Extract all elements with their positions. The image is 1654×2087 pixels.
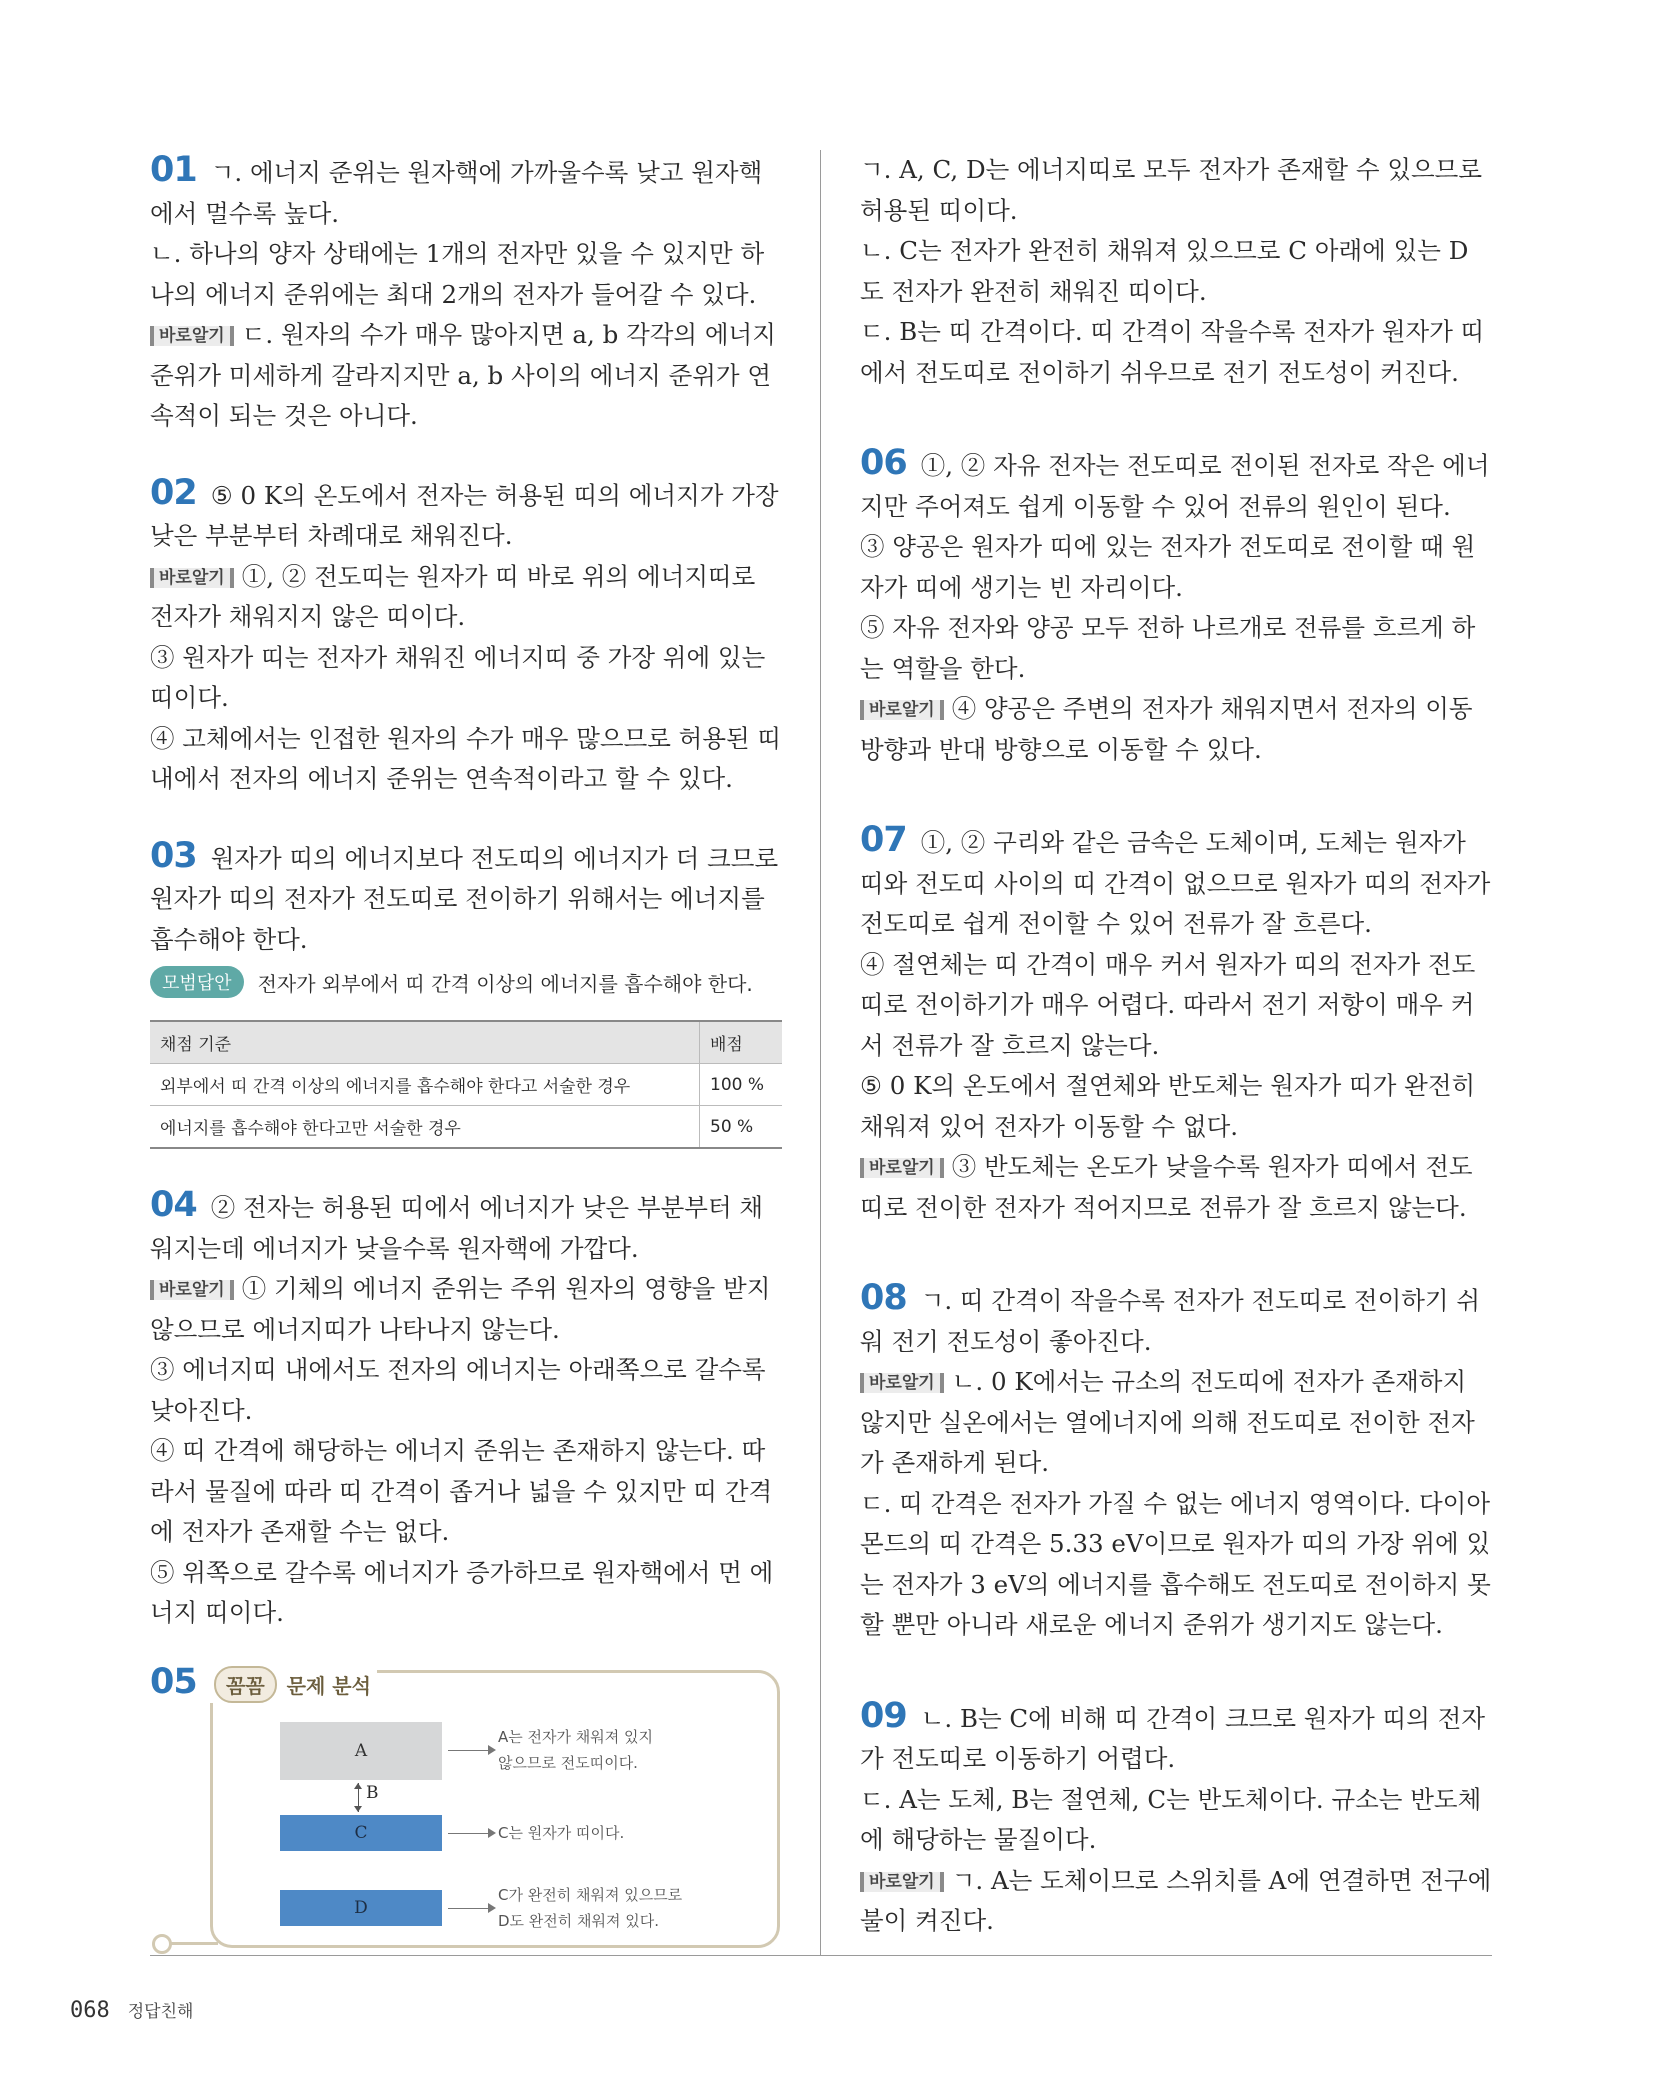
- q09-text-1: ㄴ. B는 C에 비해 띠 간격이 크므로 원자가 띠의 전자가 전도띠로 이동하기 어렵다.: [860, 1703, 1486, 1773]
- gap-arrow: [358, 1783, 359, 1812]
- band-c-label: C: [354, 1822, 368, 1843]
- note-d-line-1: C가 완전히 채워져 있으므로: [498, 1885, 683, 1904]
- q02-number: 02: [150, 472, 197, 513]
- q08-line-2: [860, 1362, 1492, 1484]
- table-cell: 50 %: [700, 1106, 783, 1149]
- q04-line-2: [150, 1269, 782, 1350]
- q03-text-1: 원자가 띠의 에너지보다 전도띠의 에너지가 더 크므로 원자가 띠의 전자가 전도띠로 전이하기 위해서는 에너지를 흡수해야 한다.: [150, 843, 779, 954]
- q02-text-2: ①, ② 전도띠는 원자가 띠 바로 위의 에너지띠로 전자가 채워지지 않은 띠이다.: [150, 561, 756, 631]
- question-03: [150, 836, 782, 1150]
- question-01: [150, 150, 782, 437]
- q07-text-4: ③ 반도체는 온도가 낮을수록 원자가 띠에서 전도띠로 전이한 전자가 적어지므로 전류가 잘 흐르지 않는다.: [860, 1152, 1473, 1222]
- model-answer: [150, 966, 782, 998]
- table-cell: 에너지를 흡수해야 한다고만 서술한 경우: [150, 1106, 700, 1149]
- model-answer-tag: 모범답안: [150, 966, 244, 998]
- q09-number: 09: [860, 1695, 907, 1736]
- note-d: [498, 1882, 682, 1934]
- analysis-label: 문제 분석: [286, 1673, 371, 1698]
- q04-number: 04: [150, 1185, 197, 1225]
- q06-number: 06: [860, 443, 907, 483]
- q01-text-1: ㄱ. 에너지 준위는 원자핵에 가까울수록 낮고 원자핵에서 멀수록 높다.: [150, 158, 763, 228]
- q03-line-1: [150, 836, 782, 961]
- band-a: [280, 1722, 442, 1780]
- band-d: [280, 1890, 442, 1926]
- q06-text-1: ①, ② 자유 전자는 전도띠로 전이된 전자로 작은 에너지만 주어져도 쉽게 이동할 수 있어 전류의 원인이 된다.: [860, 451, 1490, 521]
- q01-text-3: ㄷ. 원자의 수가 매우 많아지면 a, b 각각의 에너지 준위가 미세하게 갈라지지만 a, b 사이의 에너지 준위가 연속적이 되는 것은 아니다.: [150, 320, 776, 430]
- table-row: [150, 1106, 782, 1149]
- q04-text-2: ① 기체의 에너지 준위는 주위 원자의 영향을 받지 않으므로 에너지띠가 나타나지 않는다.: [150, 1274, 771, 1344]
- q02-line-2: [150, 557, 782, 638]
- q01-line-1: [150, 150, 782, 234]
- question-07: [860, 820, 1492, 1228]
- q02-line-4: ④ 고체에서는 인접한 원자의 수가 매우 많으므로 허용된 띠 내에서 전자의 에너지 준위는 연속적이라고 할 수 있다.: [150, 723, 782, 793]
- table-header-row: [150, 1021, 782, 1064]
- q06-line-2: ③ 양공은 원자가 띠에 있는 전자가 전도띠로 전이할 때 원자가 띠에 생기는 빈 자리이다.: [860, 532, 1476, 602]
- page-number: 068: [70, 1998, 110, 2023]
- question-04: [150, 1185, 782, 1634]
- q06-line-3: ⑤ 자유 전자와 양공 모두 전하 나르개로 전류를 흐르게 하는 역할을 한다.: [860, 613, 1476, 683]
- q07-text-1: ①, ② 구리와 같은 금속은 도체이며, 도체는 원자가 띠와 전도띠 사이의 띠 간격이 없으므로 원자가 띠의 전자가 전도띠로 쉽게 전이할 수 있어 전류가 잘 흐른다.: [860, 828, 1491, 938]
- table-cell: 외부에서 띠 간격 이상의 에너지를 흡수해야 한다고 서술한 경우: [150, 1064, 700, 1106]
- q04-line-5: ⑤ 위쪽으로 갈수록 에너지가 증가하므로 원자핵에서 먼 에너지 띠이다.: [150, 1557, 774, 1627]
- baro-tag: 바로알기: [860, 700, 944, 720]
- q02-text-1: ⑤ 0 K의 온도에서 전자는 허용된 띠의 에너지가 가장 낮은 부분부터 차례대로 채워진다.: [150, 480, 779, 550]
- column-divider: [820, 150, 821, 1955]
- q04-text-1: ② 전자는 허용된 띠에서 에너지가 낮은 부분부터 채워지는데 에너지가 낮을수록 원자핵에 가깝다.: [150, 1193, 764, 1263]
- q08-text-2: ㄴ. 0 K에서는 규소의 전도띠에 전자가 존재하지 않지만 실온에서는 열에너지에 의해 전도띠로 전이한 전자가 존재하게 된다.: [860, 1367, 1475, 1477]
- q03-number: 03: [150, 835, 197, 876]
- q09-text-3: ㄱ. A는 도체이므로 스위치를 A에 연결하면 전구에 불이 켜진다.: [860, 1865, 1492, 1935]
- scoring-table: [150, 1020, 782, 1149]
- right-column: [860, 150, 1492, 1978]
- q01-line-2: ㄴ. 하나의 양자 상태에는 1개의 전자만 있을 수 있지만 하나의 에너지 준위에는 최대 2개의 전자가 들어갈 수 있다.: [150, 239, 765, 309]
- question-09: [860, 1696, 1492, 1942]
- band-a-label: A: [354, 1740, 368, 1761]
- q01-line-3: [150, 315, 782, 437]
- question-08: [860, 1278, 1492, 1646]
- band-d-label: D: [354, 1897, 368, 1918]
- baro-tag: 바로알기: [150, 1280, 234, 1300]
- q06-line-1: [860, 443, 1492, 527]
- q08-text-1: ㄱ. 띠 간격이 작을수록 전자가 전도띠로 전이하기 쉬워 전기 전도성이 좋아진다.: [860, 1286, 1481, 1356]
- table-header-criteria: 채점 기준: [150, 1021, 700, 1064]
- baro-tag: 바로알기: [150, 326, 234, 346]
- note-a-arrow: [448, 1750, 494, 1751]
- q04-line-4: ④ 띠 간격에 해당하는 에너지 준위는 존재하지 않는다. 따라서 물질에 따라 띠 간격이 좁거나 넓을 수 있지만 띠 간격에 전자가 존재할 수는 없다.: [150, 1436, 773, 1546]
- baro-tag: 바로알기: [150, 568, 234, 588]
- left-column: [150, 150, 782, 1970]
- kkom-badge: 꼼꼼: [214, 1666, 277, 1703]
- q04-line-1: [150, 1185, 782, 1269]
- q09-line-1: [860, 1696, 1492, 1780]
- note-c: C는 원자가 띠이다.: [498, 1823, 625, 1842]
- q07-number: 07: [860, 820, 907, 860]
- book-title: 정답친해: [127, 2002, 194, 2022]
- baro-tag: 바로알기: [860, 1872, 944, 1892]
- analysis-header: [208, 1666, 377, 1703]
- q08-line-1: [860, 1278, 1492, 1362]
- note-a-line-2: 않으므로 전도띠이다.: [498, 1753, 638, 1772]
- q05-line-1: ㄱ. A, C, D는 에너지띠로 모두 전자가 존재할 수 있으므로 허용된 띠이다.: [860, 155, 1483, 225]
- table-header-points: 배점: [700, 1021, 783, 1064]
- frame-tail-line: [168, 1942, 218, 1945]
- note-c-arrow: [448, 1833, 494, 1834]
- q05-line-2: ㄴ. C는 전자가 완전히 채워져 있으므로 C 아래에 있는 D도 전자가 완전히 채워진 띠이다.: [860, 236, 1469, 306]
- q09-line-2: ㄷ. A는 도체, B는 절연체, C는 반도체이다. 규소는 반도체에 해당하는 물질이다.: [860, 1784, 1482, 1854]
- model-answer-text: 전자가 외부에서 띠 간격 이상의 에너지를 흡수해야 한다.: [257, 971, 753, 996]
- q05-number: 05: [150, 1661, 197, 1702]
- q09-line-3: [860, 1861, 1492, 1942]
- band-c: [280, 1815, 442, 1851]
- q08-line-3: ㄷ. 띠 간격은 전자가 가질 수 없는 에너지 영역이다. 다이아몬드의 띠 간격은 5.33 eV이므로 원자가 띠의 가장 위에 있는 전자가 3 eV의 에너지를 흡수해도 전도띠로 전이하지 못할 뿐만 아니라 새로운 에너지 준위가 생기지도 않는다.: [860, 1488, 1491, 1639]
- table-cell: 100 %: [700, 1064, 783, 1106]
- q06-text-4: ④ 양공은 주변의 전자가 채워지면서 전자의 이동 방향과 반대 방향으로 이동할 수 있다.: [860, 694, 1473, 764]
- table-row: [150, 1064, 782, 1106]
- question-05-analysis-box: [150, 1661, 782, 1970]
- q05-line-3: ㄷ. B는 띠 간격이다. 띠 간격이 작을수록 전자가 원자가 띠에서 전도띠로 전이하기 쉬우므로 전기 전도성이 커진다.: [860, 317, 1485, 387]
- q07-line-4: [860, 1147, 1492, 1228]
- baro-tag: 바로알기: [860, 1158, 944, 1178]
- frame-tail-circle: [152, 1934, 172, 1954]
- question-05-answers: [860, 150, 1492, 393]
- note-a-line-1: A는 전자가 채워져 있지: [498, 1727, 653, 1746]
- baro-tag: 바로알기: [860, 1373, 944, 1393]
- q04-line-3: ③ 에너지띠 내에서도 전자의 에너지는 아래쪽으로 갈수록 낮아진다.: [150, 1355, 766, 1425]
- q07-line-3: ⑤ 0 K의 온도에서 절연체와 반도체는 원자가 띠가 완전히 채워져 있어 전자가 이동할 수 없다.: [860, 1071, 1476, 1141]
- q01-number: 01: [150, 150, 197, 190]
- q07-line-2: ④ 절연체는 띠 간격이 매우 커서 원자가 띠의 전자가 전도띠로 전이하기가 매우 어렵다. 따라서 전기 저항이 매우 커서 전류가 잘 흐르지 않는다.: [860, 949, 1476, 1060]
- question-06: [860, 443, 1492, 770]
- question-02: [150, 473, 782, 800]
- note-d-line-2: D도 완전히 채워져 있다.: [498, 1911, 660, 1930]
- page-footer: [70, 1997, 193, 2023]
- q02-line-3: ③ 원자가 띠는 전자가 채워진 에너지띠 중 가장 위에 있는 띠이다.: [150, 642, 766, 712]
- band-b-label: B: [366, 1782, 379, 1803]
- q06-line-4: [860, 689, 1492, 770]
- q08-number: 08: [860, 1278, 907, 1318]
- q02-line-1: [150, 473, 782, 557]
- note-d-arrow: [448, 1908, 494, 1909]
- note-a: [498, 1724, 653, 1776]
- q07-line-1: [860, 820, 1492, 945]
